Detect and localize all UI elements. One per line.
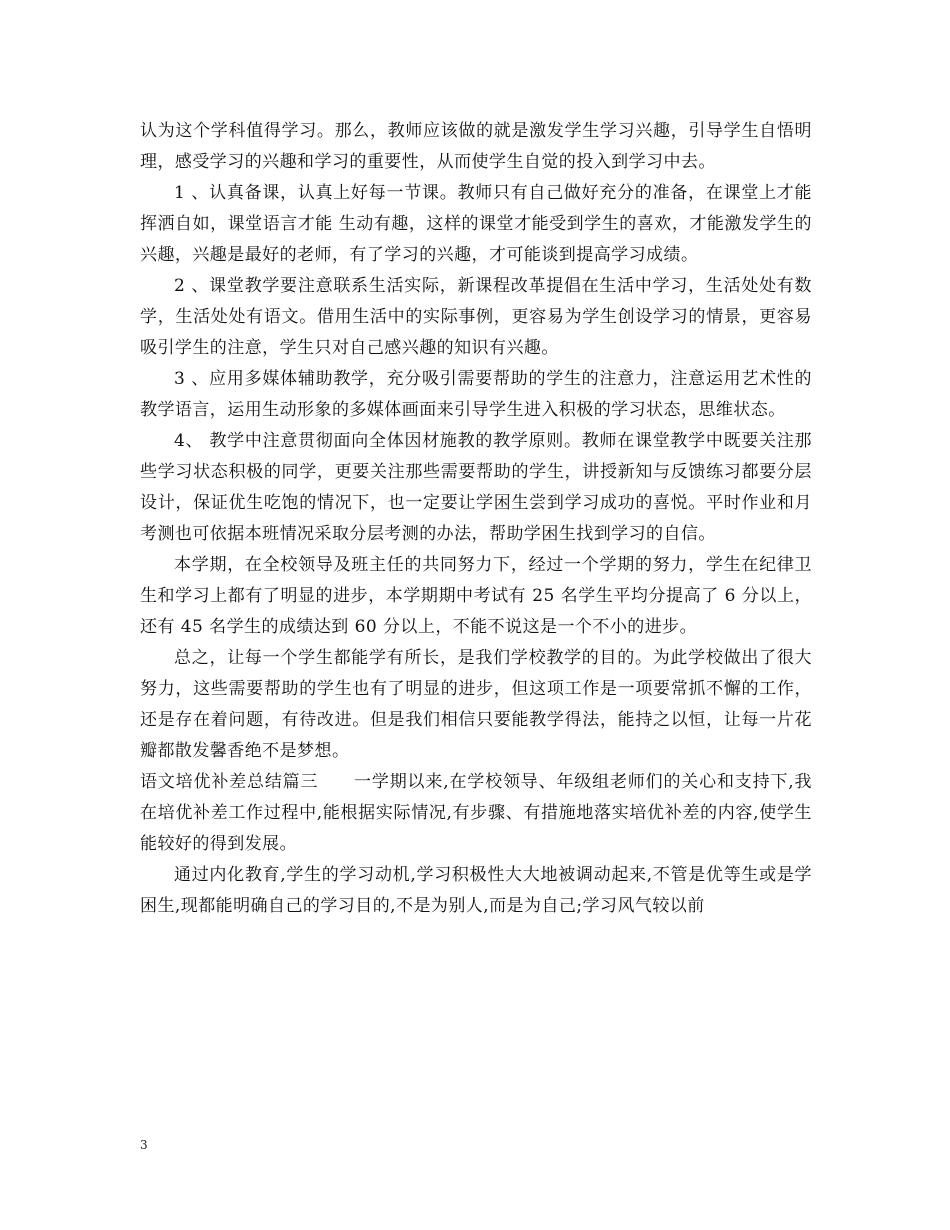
section-three-intro: 语文培优补差总结篇三 一学期以来,在学校领导、年级组老师们的关心和支持下,我在培优补差工作过程中,能根据实际情况,有步骤、有措施地落实培优补差的内容,使学生能较好的得到发展。 (140, 772, 812, 854)
paragraph-item-2: 2 、课堂教学要注意联系生活实际，新课程改革提倡在生活中学习，生活处处有数学，生活处处有语文。借用生活中的实际事例，更容易为学生创设学习的情景，更容易吸引学生的注意，学生只对自己感兴趣的知识有兴趣。 (140, 276, 812, 358)
paragraph-semester-progress: 本学期，在全校领导及班主任的共同努力下，经过一个学期的努力，学生在纪律卫生和学习上都有了明显的进步，本学期期中考试有 25 名学生平均分提高了 6 分以上，还有 45 名学生的成绩达到 60 分以上，不能不说这是一个不小的进步。 (140, 555, 812, 637)
paragraph-internalized-education: 通过内化教育,学生的学习动机,学习积极性大大地被调动起来,不管是优等生或是学困生,现都能明确自己的学习目的,不是为别人,而是为自己;学习风气较以前 (140, 865, 812, 916)
document-body (140, 116, 812, 922)
paragraph-item-4: 4、 教学中注意贯彻面向全体因材施教的教学原则。教师在课堂教学中既要关注那些学习状态积极的同学，更要关注那些需要帮助的学生，讲授新知与反馈练习都要分层设计，保证优生吃饱的情况下，也一定要让学困生尝到学习成功的喜悦。平时作业和月考测也可依据本班情况采取分层考测的办法，帮助学困生找到学习的自信。 (140, 431, 812, 544)
paragraph-item-3: 3 、应用多媒体辅助教学，充分吸引需要帮助的学生的注意力，注意运用艺术性的教学语言，运用生动形象的多媒体画面来引导学生进入积极的学习状态，思维状态。 (140, 369, 812, 420)
paragraph-item-1: 1 、认真备课，认真上好每一节课。教师只有自己做好充分的准备，在课堂上才能挥洒自如，课堂语言才能 生动有趣，这样的课堂才能受到学生的喜欢，才能激发学生的兴趣，兴趣是最好的老师，有了学习的兴趣，才可能谈到提高学习成绩。 (140, 183, 812, 265)
paragraph-continuation: 认为这个学科值得学习。那么，教师应该做的就是激发学生学习兴趣，引导学生自悟明理，感受学习的兴趣和学习的重要性，从而使学生自觉的投入到学习中去。 (140, 121, 812, 172)
paragraph-summary: 总之，让每一个学生都能学有所长，是我们学校教学的目的。为此学校做出了很大努力，这些需要帮助的学生也有了明显的进步，但这项工作是一项要常抓不懈的工作，还是存在着问题，有待改进。但是我们相信只要能教学得法，能持之以恒，让每一片花瓣都散发馨香绝不是梦想。 (140, 648, 812, 761)
page-number: 3 (140, 1138, 148, 1152)
